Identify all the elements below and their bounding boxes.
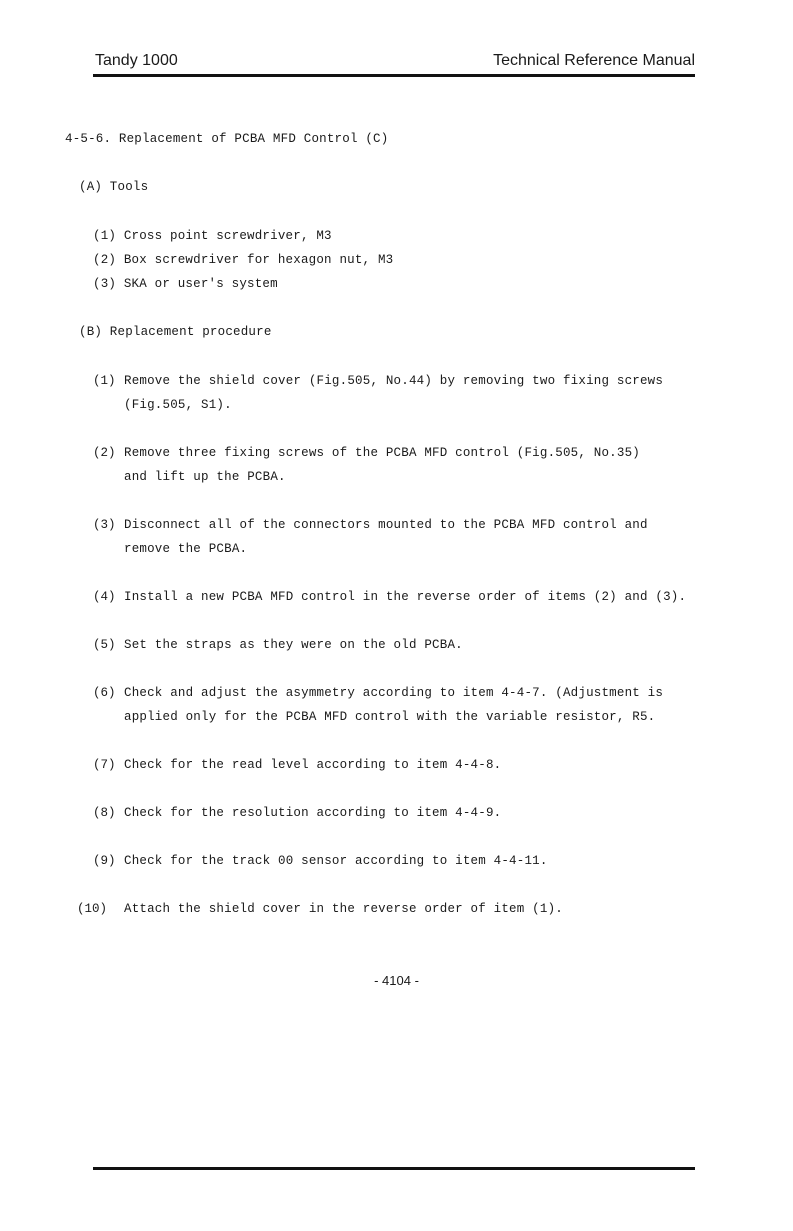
step-text: (Fig.505, S1). [124,398,232,412]
header-title: Tandy 1000 [95,52,178,69]
item-number: (2) [93,253,117,267]
step-text: Check for the read level according to item 4-4-8. [124,758,502,772]
step-text: Check for the resolution according to item 4-4-9. [124,806,502,820]
item-text: SKA or user's system [123,277,278,291]
step-text: remove the PCBA. [124,542,248,556]
step-number: (9) [93,854,116,868]
step-text: Remove the shield cover (Fig.505, No.44) by removing two fixing screws [124,374,664,388]
page-number: - 4104 - [374,973,419,988]
step-number: (2) [93,446,116,460]
step-text: Disconnect all of the connectors mounted to the PCBA MFD control and [124,518,648,532]
step-number: (10) [77,902,108,916]
list-item [93,277,278,291]
step-number: (3) [93,518,116,532]
footer-divider [93,1167,695,1170]
step-number: (8) [93,806,116,820]
step-text: Check for the track 00 sensor according to item 4-4-11. [124,854,548,868]
step-number: (5) [93,638,116,652]
list-item [93,253,393,267]
header-divider [93,74,695,77]
step-number: (7) [93,758,116,772]
step-text: Check and adjust the asymmetry according to item 4-4-7. (Adjustment is [124,686,664,700]
item-text: Cross point screwdriver, M3 [123,229,332,243]
item-number: (1) [93,229,117,243]
step-number: (4) [93,590,116,604]
step-number: (6) [93,686,116,700]
step-text: and lift up the PCBA. [124,470,286,484]
procedure-heading: (B) Replacement procedure [79,325,272,339]
section-title: 4-5-6. Replacement of PCBA MFD Control (C) [65,132,389,146]
step-text: Attach the shield cover in the reverse order of item (1). [124,902,563,916]
item-number: (3) [93,277,117,291]
step-text: Install a new PCBA MFD control in the reverse order of items (2) and (3). [124,590,687,604]
tools-heading: (A) Tools [79,180,149,194]
step-number: (1) [93,374,116,388]
item-text: Box screwdriver for hexagon nut, M3 [123,253,394,267]
header-manual-name: Technical Reference Manual [493,52,695,69]
step-text: applied only for the PCBA MFD control with the variable resistor, R5. [124,710,656,724]
list-item [93,229,332,243]
step-text: Remove three fixing screws of the PCBA MFD control (Fig.505, No.35) [124,446,640,460]
step-text: Set the straps as they were on the old PCBA. [124,638,463,652]
